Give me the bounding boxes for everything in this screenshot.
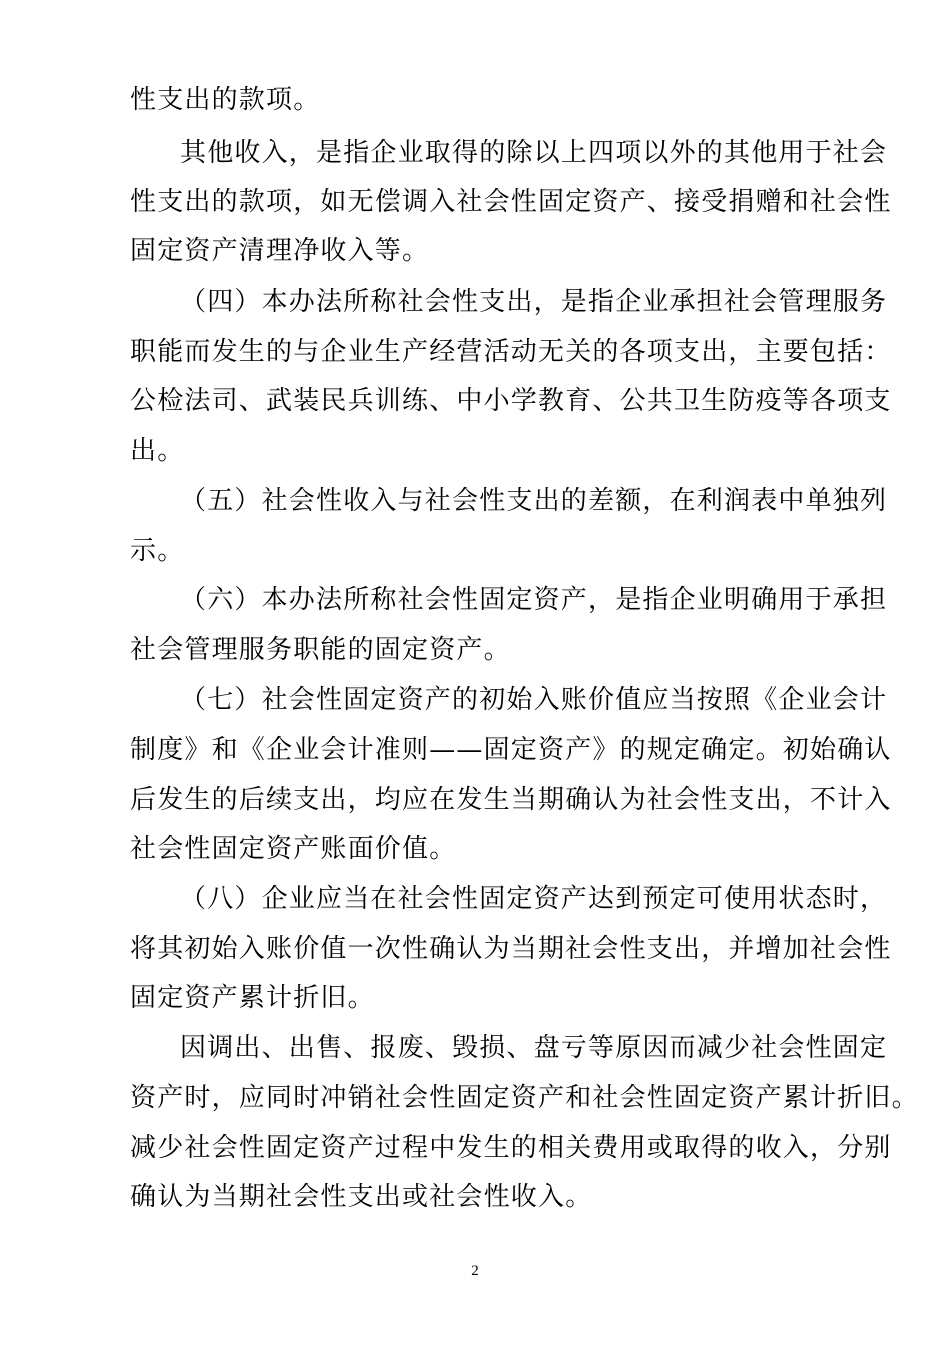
page-number: 2 (471, 1263, 479, 1279)
text-line: 资产时，应同时冲销社会性固定资产和社会性固定资产累计折旧。 (130, 1083, 919, 1113)
text-line: 将其初始入账价值一次性确认为当期社会性支出，并增加社会性 (130, 934, 892, 964)
paragraph-five-line: （五）社会性收入与社会性支出的差额，在利润表中单独列 (180, 486, 888, 516)
paragraph-eight-line: （八）企业应当在社会性固定资产达到预定可使用状态时， (180, 884, 888, 914)
text-line: 减少社会性固定资产过程中发生的相关费用或取得的收入，分别 (130, 1133, 892, 1163)
paragraph-reduction-line: 因调出、出售、报废、毁损、盘亏等原因而减少社会性固定 (180, 1033, 888, 1063)
text-line: 示。 (130, 536, 185, 566)
text-line: 后发生的后续支出，均应在发生当期确认为社会性支出，不计入 (130, 785, 892, 815)
paragraph-four-line: （四）本办法所称社会性支出，是指企业承担社会管理服务 (180, 287, 888, 317)
text-line: 制度》和《企业会计准则——固定资产》的规定确定。初始确认 (130, 735, 892, 765)
text-line: 固定资产清理净收入等。 (130, 236, 430, 266)
paragraph-six-line: （六）本办法所称社会性固定资产，是指企业明确用于承担 (180, 585, 888, 615)
text-line: 社会性固定资产账面价值。 (130, 834, 457, 864)
text-line: 性支出的款项。 (130, 85, 321, 115)
text-line: 社会管理服务职能的固定资产。 (130, 635, 511, 665)
text-line: 固定资产累计折旧。 (130, 983, 375, 1013)
paragraph-other-income-line: 其他收入，是指企业取得的除以上四项以外的其他用于社会 (180, 138, 888, 168)
text-line: 公检法司、武装民兵训练、中小学教育、公共卫生防疫等各项支 (130, 386, 892, 416)
text-line: 职能而发生的与企业生产经营活动无关的各项支出，主要包括： (130, 337, 892, 367)
text-line: 性支出的款项，如无偿调入社会性固定资产、接受捐赠和社会性 (130, 187, 892, 217)
text-line: 确认为当期社会性支出或社会性收入。 (130, 1182, 593, 1212)
paragraph-seven-line: （七）社会性固定资产的初始入账价值应当按照《企业会计 (180, 685, 888, 715)
text-line: 出。 (130, 436, 185, 466)
